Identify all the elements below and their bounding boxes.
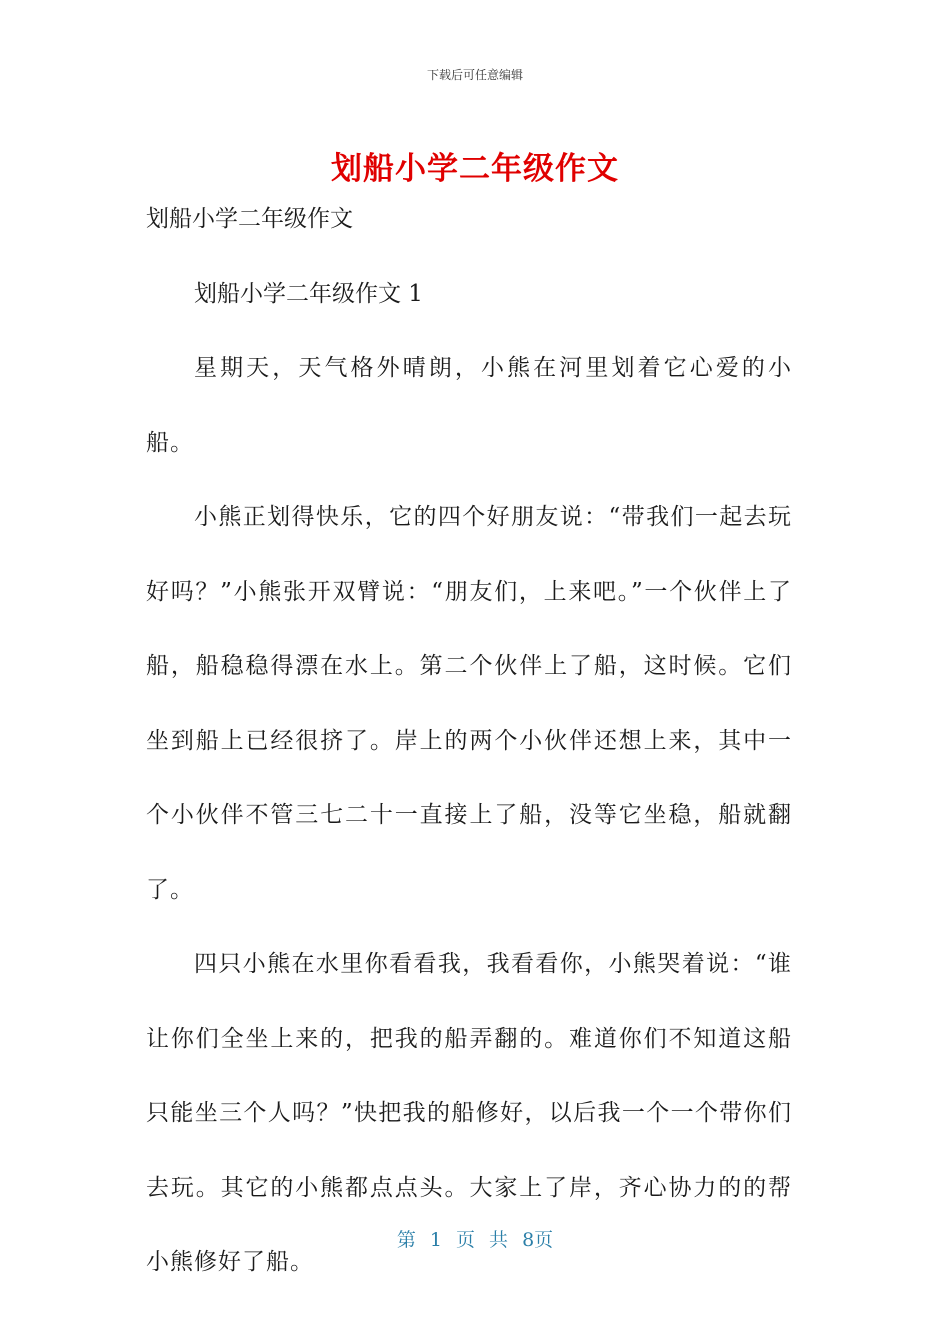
paragraph-2: 小熊正划得快乐，它的四个好朋友说：“带我们一起去玩好吗？”小熊张开双臂说：“朋友们，上来吧。”一个伙伴上了船，船稳稳得漂在水上。第二个伙伴上了船，这时候。它们坐到船上已经很挤了。岸上的两个小伙伴还想上来，其中一个小伙伴不管三七二十一直接上了船，没等它坐稳，船就翻了。 bbox=[146, 504, 792, 903]
document-title: 划船小学二年级作文 bbox=[331, 151, 619, 187]
page-number-footer: 第 1 页 共 8页 bbox=[396, 1229, 554, 1251]
document-subtitle: 划船小学二年级作文 bbox=[146, 206, 353, 232]
document-body bbox=[146, 198, 792, 1300]
section-title: 划船小学二年级作文 1 bbox=[194, 281, 423, 307]
page-header-note: 下载后可任意编辑 bbox=[426, 68, 523, 82]
paragraph-3: 四只小熊在水里你看看我，我看看你，小熊哭着说：“谁让你们全坐上来的，把我的船弄翻的。难道你们不知道这船只能坐三个人吗？”快把我的船修好，以后我一个一个带你们去玩。其它的小熊都点点头。大家上了岸，齐心协力的的帮小熊修好了船。 bbox=[146, 951, 792, 1275]
paragraph-1: 星期天，天气格外晴朗，小熊在河里划着它心爱的小船。 bbox=[146, 355, 792, 456]
